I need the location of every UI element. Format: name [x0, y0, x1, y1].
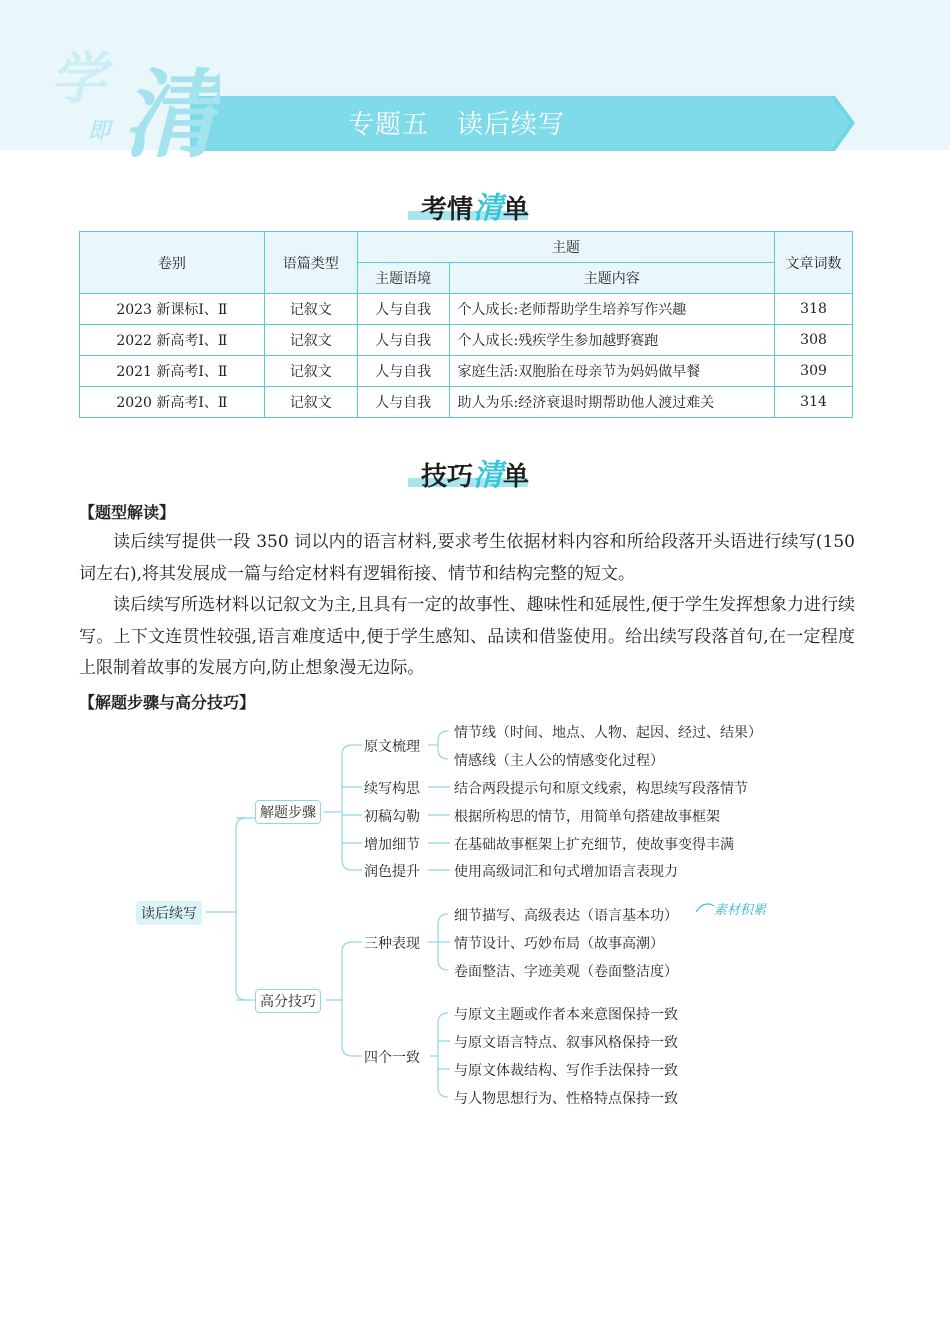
mindmap-detail: 与原文体裁结构、写作手法保持一致 — [454, 1063, 678, 1079]
mindmap-detail: 与原文语言特点、叙事风格保持一致 — [454, 1035, 678, 1051]
logo-char-qing: 清 — [122, 59, 218, 170]
mindmap-skill-1: 三种表现 — [364, 936, 420, 952]
mindmap-step-1: 原文梳理 — [364, 739, 420, 755]
mindmap-root: 读后续写 — [136, 901, 202, 925]
mindmap-detail: 与人物思想行为、性格特点保持一致 — [454, 1091, 678, 1107]
mindmap-detail: 情节设计、巧妙布局（故事高潮） — [454, 936, 664, 952]
col-header-content: 主题内容 — [449, 263, 775, 294]
table-row: 2021 新高考Ⅰ、Ⅱ 记叙文 人与自我 家庭生活:双胞胎在母亲节为妈妈做早餐 309 — [80, 356, 853, 387]
paragraph-intro-2: 读后续写所选材料以记叙文为主,且具有一定的故事性、趣味性和延展性,便于学生发挥想象力进行续写。上下文连贯性较强,语言难度适中,便于学生感知、品读和借鉴使用。给出续写段落首句,在一定程度上限制着故事的发展方向,防止想象漫无边际。 — [79, 595, 855, 678]
mindmap-step-4: 增加细节 — [364, 837, 420, 853]
table-row: 2023 新课标Ⅰ、Ⅱ 记叙文 人与自我 个人成长:老师帮助学生培养写作兴趣 318 — [80, 294, 853, 325]
mindmap-note: 素材积累 — [714, 903, 767, 918]
label-steps-and-skills: 【解题步骤与高分技巧】 — [79, 693, 256, 712]
mindmap-detail: 情感线（主人公的情感变化过程） — [454, 753, 664, 769]
topic-title: 读后续写 — [456, 110, 565, 140]
section-title-skills-list: 技巧清单 — [0, 450, 950, 490]
label-question-type: 【题型解读】 — [79, 503, 176, 522]
mindmap-detail: 根据所构思的情节，用简单句搭建故事框架 — [454, 809, 720, 825]
mindmap-detail: 使用高级词汇和句式增加语言表现力 — [454, 864, 678, 880]
col-header-theme: 主题 — [357, 232, 774, 263]
mindmap-detail: 与原文主题或作者本来意图保持一致 — [454, 1007, 678, 1023]
col-header-words: 文章词数 — [775, 232, 853, 294]
logo-char-ji: 即 — [88, 119, 111, 144]
section-title-exam-list: 考情清单 — [0, 183, 950, 223]
mindmap-branch-skills: 高分技巧 — [255, 989, 321, 1013]
mindmap-step-3: 初稿勾勒 — [364, 809, 420, 825]
mindmap-detail: 情节线（时间、地点、人物、起因、经过、结果） — [454, 725, 762, 741]
col-header-context: 主题语境 — [357, 263, 449, 294]
logo-char-xue: 学 — [50, 47, 106, 112]
mindmap-step-5: 润色提升 — [364, 864, 420, 880]
mindmap-detail: 结合两段提示句和原文线索，构思续写段落情节 — [454, 781, 748, 797]
table-row: 2022 新高考Ⅰ、Ⅱ 记叙文 人与自我 个人成长:残疾学生参加越野赛跑 308 — [80, 325, 853, 356]
mindmap-step-2: 续写构思 — [364, 781, 420, 797]
mindmap-branch-steps: 解题步骤 — [255, 800, 321, 824]
mindmap-detail: 卷面整洁、字迹美观（卷面整洁度） — [454, 964, 678, 980]
topic-label: 专题五 — [348, 110, 430, 140]
mindmap-detail: 在基础故事框架上扩充细节，使故事变得丰满 — [454, 837, 734, 853]
mindmap-detail: 细节描写、高级表达（语言基本功） — [454, 908, 678, 924]
col-header-genre: 语篇类型 — [264, 232, 357, 294]
table-row: 2020 新高考Ⅰ、Ⅱ 记叙文 人与自我 助人为乐:经济衰退时期帮助他人渡过难关 314 — [80, 387, 853, 418]
paragraph-intro-1: 读后续写提供一段 350 词以内的语言材料,要求考生依据材料内容和所给段落开头语进行续写(150 词左右),将其发展成一篇与给定材料有逻辑衔接、情节和结构完整的短文。 — [79, 532, 855, 584]
col-header-paper: 卷别 — [80, 232, 265, 294]
mindmap-skill-2: 四个一致 — [364, 1050, 420, 1066]
